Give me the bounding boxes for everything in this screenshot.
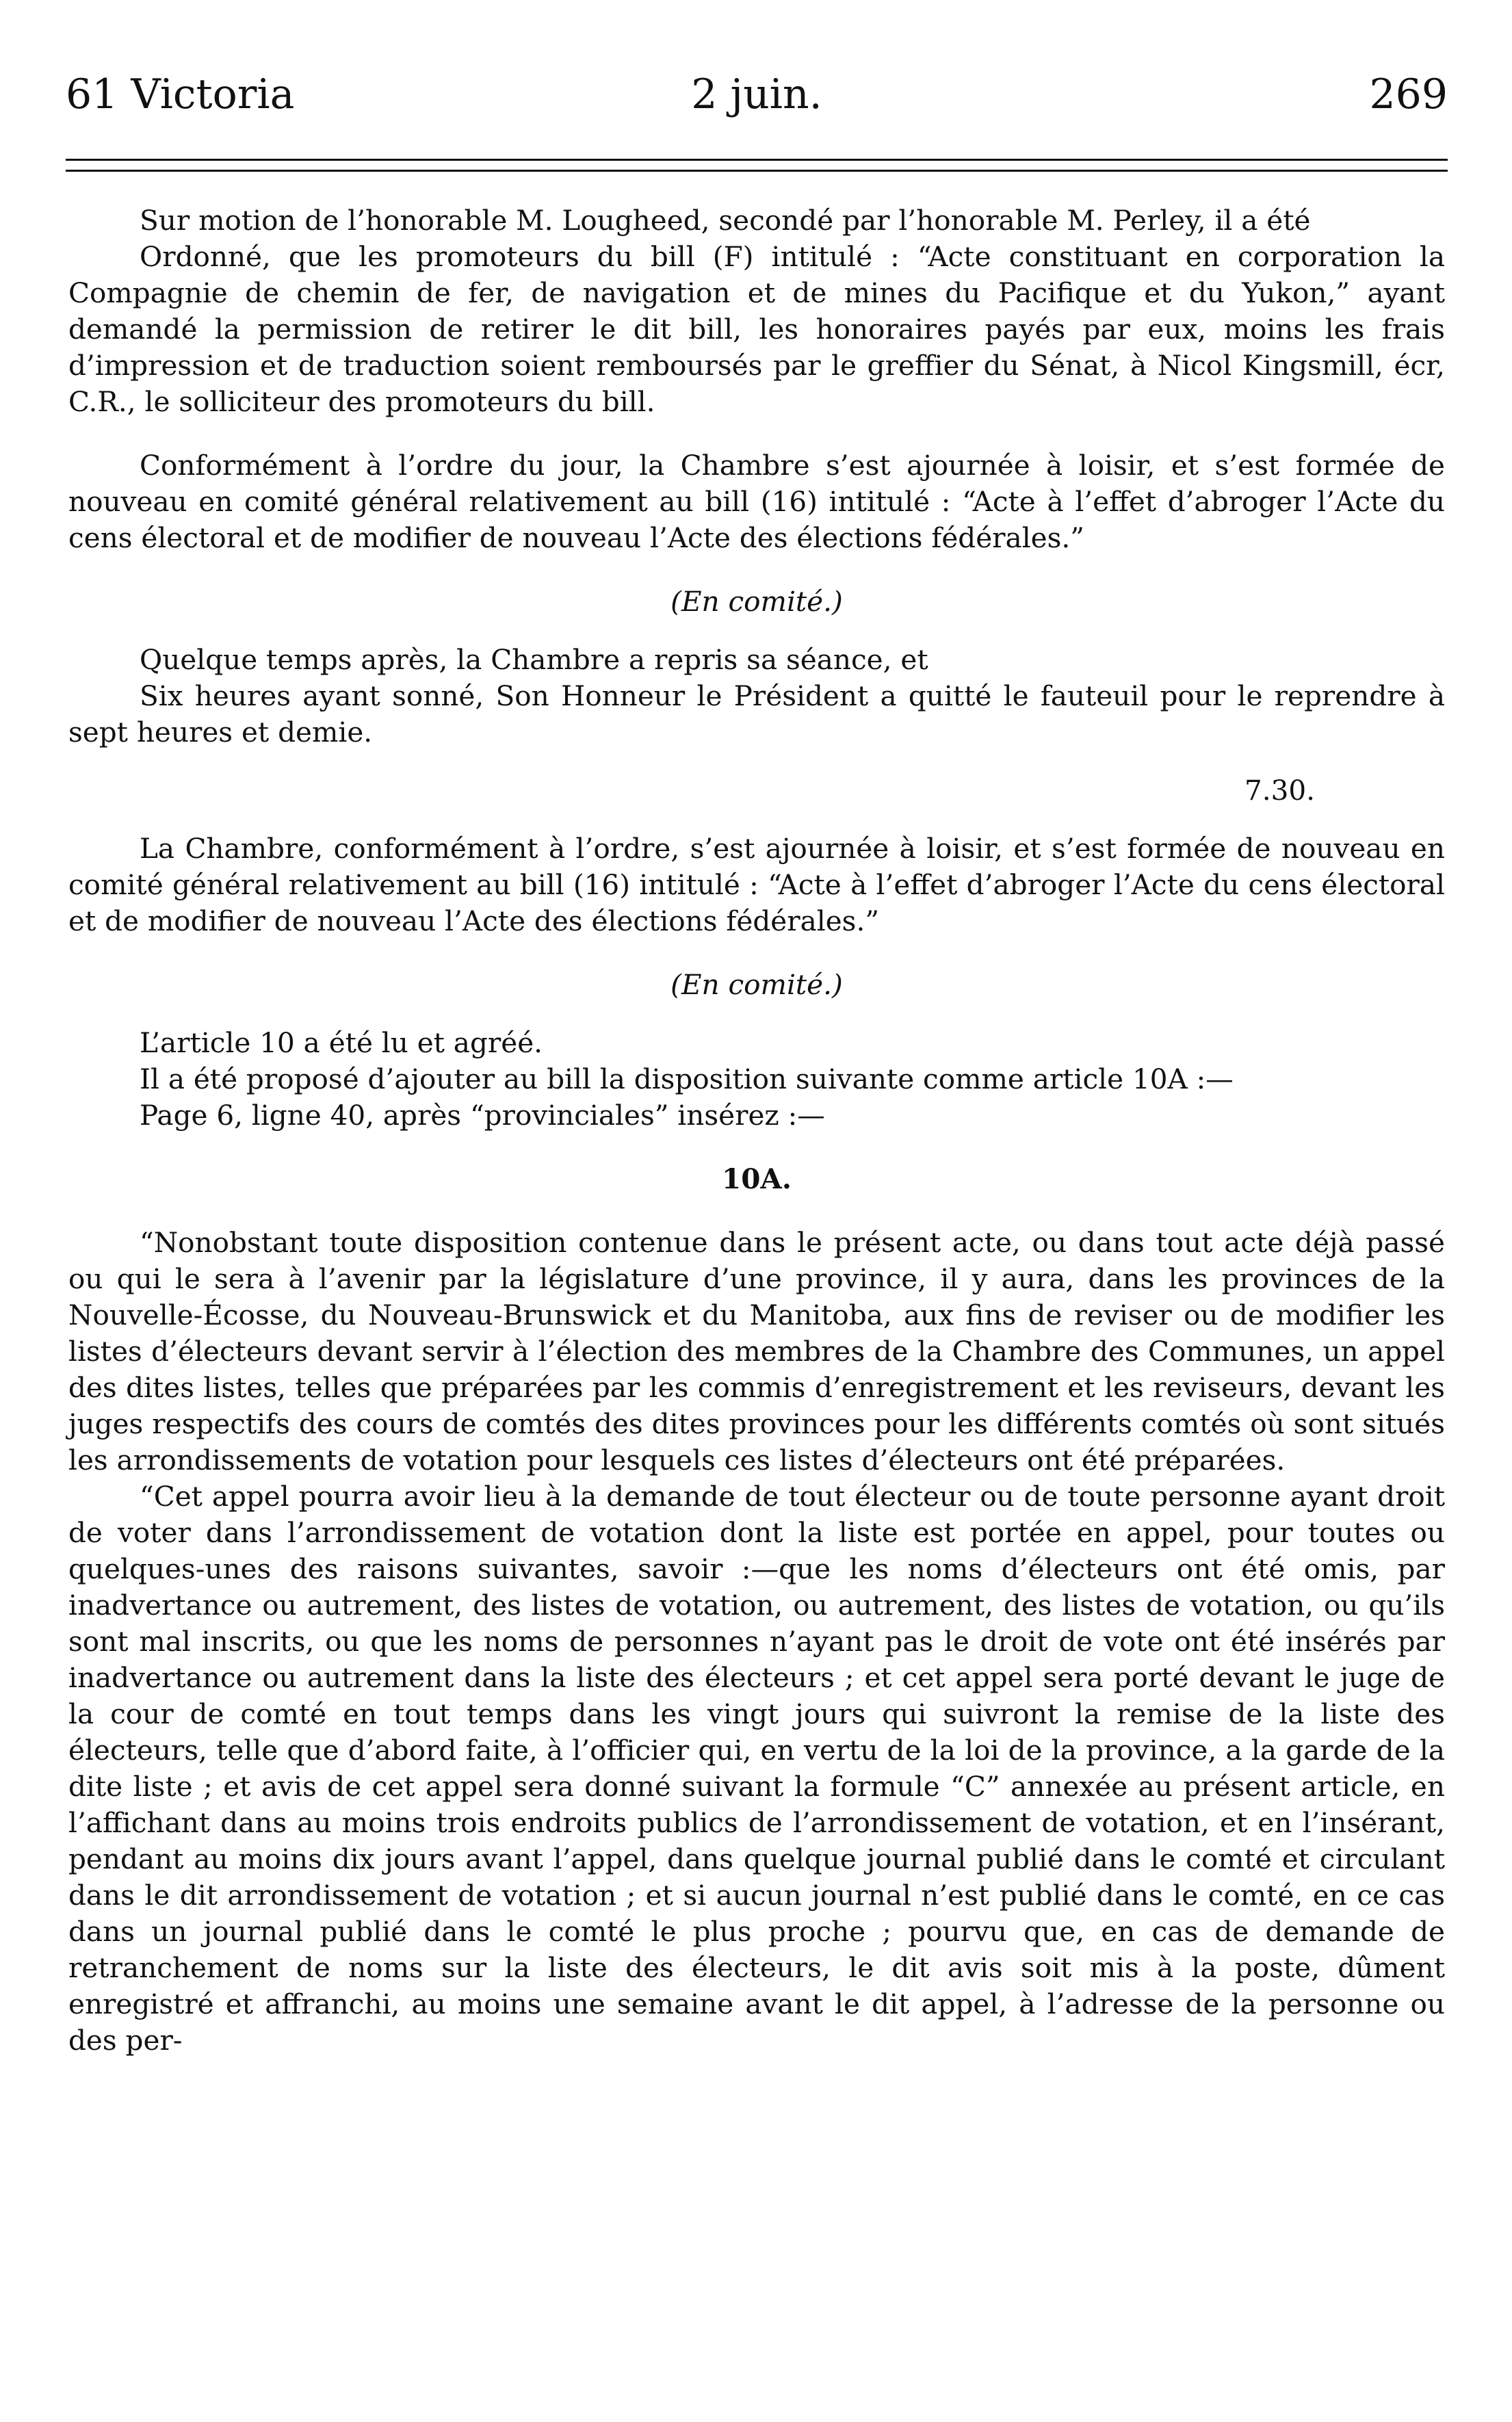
- section-number: 10A.: [722, 1162, 792, 1195]
- header-session: 61 Victoria: [66, 70, 295, 118]
- paragraph-appeal: “Cet appel pourra avoir lieu à la demande de tout électeur ou de toute personne ayant droit de voter dans l’arrondissement de votation dont la liste est portée en appel, pour toutes ou quelques-unes des raisons suivantes, savoir :—que les noms d’électeurs ont été omis, par inadvertance ou autrement, des listes de votation, ou autrement, des listes de votation, ou qu’ils sont mal inscrits, ou que les noms de personnes n’ayant pas le droit de vote ont été insérés par inadvertance ou autrement dans la liste des électeurs ; et cet appel sera porté devant le juge de la cour de comté en tout temps dans les vingt jours qui suivront la remise de la liste des électeurs, telle que d’abord faite, à l’officier qui, en vertu de la loi de la province, a la garde de la dite liste ; et avis de cet appel sera donné suivant la formule “C” annexée au présent article, en l’affichant dans au moins trois endroits publics de l’arrondissement de votation, et en l’insérant, pendant au moins dix jours avant l’appel, dans quelque journal publié dans le comté et circulant dans le dit arrondissement de votation ; et si aucun journal n’est publié dans le comté, en ce cas dans un journal publié dans le comté le plus proche ; pourvu que, en cas de demande de retranchement de noms sur la liste des électeurs, le dit avis soit mis à la poste, dûment enregistré et affranchi, au moins une semaine avant le dit appel, à l’adresse de la personne ou des per-: [68, 1480, 1445, 2057]
- paragraph-resumed: Quelque temps après, la Chambre a repris sa séance, et: [140, 643, 928, 676]
- paragraph-order: Ordonné, que les promoteurs du bill (F) intitulé : “Acte constituant en corporation la Compagnie de chemin de fer, de navigation et de mines du Pacifique et du Yukon,” ayant demandé la permission de retirer le dit bill, les honoraires payés par eux, moins les frais d’impression et de traduction soient remboursés par le greffier du Sénat, à Nicol Kingsmill, écr, C.R., le solliciteur des promoteurs du bill.: [68, 240, 1445, 418]
- page-header: [66, 67, 1448, 122]
- committee-heading: (En comité.): [670, 585, 843, 618]
- document-body: [68, 203, 1445, 2059]
- paragraph-evening-sitting: La Chambre, conformément à l’ordre, s’est ajournée à loisir, et s’est formée de nouveau en comité général relativement au bill (16) intitulé : “Acte à l’effet d’abroger l’Acte du cens électoral et de modifier de nouveau l’Acte des élections fédérales.”: [68, 832, 1445, 937]
- header-rule-bottom: [66, 170, 1448, 172]
- header-rule-top: [66, 159, 1448, 161]
- paragraph-committee-entry: Conformément à l’ordre du jour, la Chambre s’est ajournée à loisir, et s’est formée de nouveau en comité général relativement au bill (16) intitulé : “Acte à l’effet d’abroger l’Acte du cens électoral et de modifier de nouveau l’Acte des élections fédérales.”: [68, 449, 1445, 554]
- header-date: 2 juin.: [691, 70, 822, 118]
- page-number: 269: [1369, 70, 1448, 118]
- paragraph-article-10: L’article 10 a été lu et agréé.: [140, 1026, 543, 1059]
- time-marker: 7.30.: [1244, 774, 1315, 807]
- paragraph-six-hours: Six heures ayant sonné, Son Honneur le Président a quitté le fauteuil pour le reprendre à sept heures et demie.: [68, 679, 1445, 748]
- paragraph-motion: Sur motion de l’honorable M. Lougheed, secondé par l’honorable M. Perley, il a été: [140, 204, 1311, 237]
- paragraph-section-text: “Nonobstant toute disposition contenue dans le présent acte, ou dans tout acte déjà passé ou qui le sera à l’avenir par la législature d’une province, il y aura, dans les provinces de la Nouvelle-Écosse, du Nouveau-Brunswick et du Manitoba, aux fins de reviser ou de modifier les listes d’électeurs devant servir à l’élection des membres de la Chambre des Communes, un appel des dites listes, telles que préparées par les commis d’enregistrement et les reviseurs, devant les juges respectifs des cours de comtés des dites provinces pour les différents comtés où sont situés les arrondissements de votation pour lesquels ces listes d’électeurs ont été préparées.: [68, 1226, 1445, 1476]
- paragraph-insertion: Page 6, ligne 40, après “provinciales” insérez :—: [140, 1099, 825, 1132]
- paragraph-proposal: Il a été proposé d’ajouter au bill la disposition suivante comme article 10A :—: [140, 1063, 1234, 1095]
- committee-heading: (En comité.): [670, 968, 843, 1001]
